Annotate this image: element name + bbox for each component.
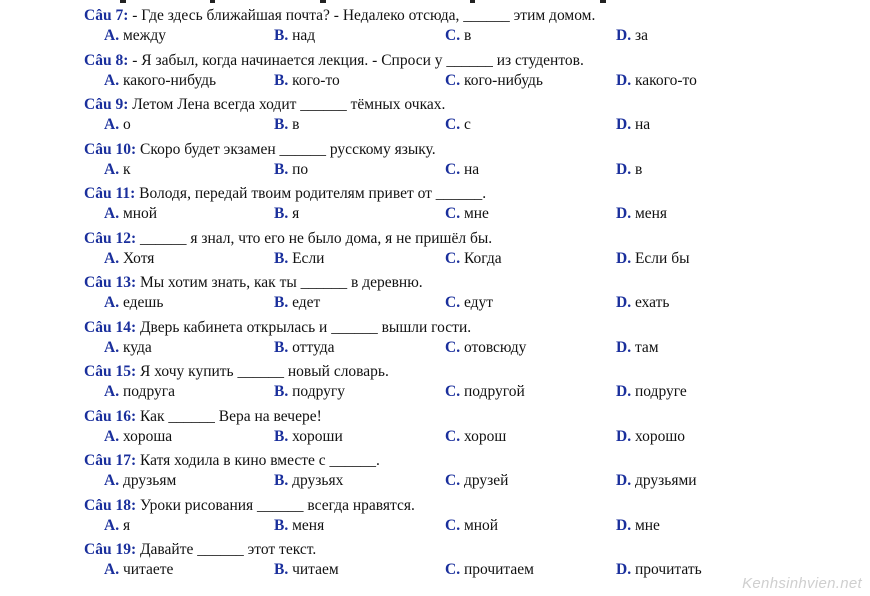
option-letter: B. (274, 71, 289, 89)
option-letter: A. (104, 249, 120, 267)
answer-option[interactable] (104, 517, 130, 535)
answer-option[interactable] (445, 116, 471, 134)
answer-option[interactable] (274, 72, 340, 90)
answer-option[interactable] (616, 161, 642, 179)
question-label: Câu 19: (84, 541, 137, 558)
answer-option[interactable] (104, 205, 157, 223)
option-text: на (463, 160, 480, 178)
answer-option[interactable] (445, 472, 508, 490)
option-letter: C. (445, 383, 461, 400)
answer-option[interactable] (274, 27, 315, 45)
question-line (84, 96, 445, 114)
question-line (84, 363, 389, 381)
question-text: Уроки рисования ______ всегда нравятся. (139, 496, 415, 514)
option-text: между (122, 27, 166, 44)
question-label: Câu 14: (84, 318, 137, 336)
question-label: Câu 17: (84, 452, 137, 469)
option-letter: A. (104, 294, 120, 311)
option-text: Если бы (634, 249, 690, 267)
option-letter: C. (445, 116, 461, 133)
question-line (84, 408, 322, 426)
answer-option[interactable] (445, 250, 502, 268)
answer-option[interactable] (445, 428, 506, 446)
answer-option[interactable] (616, 517, 660, 535)
option-letter: B. (274, 160, 289, 178)
answer-option[interactable] (445, 27, 471, 45)
option-text: кого-нибудь (463, 71, 543, 89)
option-letter: C. (445, 472, 461, 489)
answer-option[interactable] (445, 517, 498, 535)
question-text: Как ______ Вера на вечере! (139, 407, 322, 425)
watermark: Kenhsinhvien.net (742, 575, 862, 592)
option-letter: B. (274, 294, 289, 311)
option-text: мне (634, 516, 660, 534)
question-line (84, 52, 584, 70)
option-text: мной (463, 516, 499, 534)
option-text: хорошо (634, 427, 686, 445)
answer-option[interactable] (445, 339, 526, 357)
answer-option[interactable] (104, 250, 154, 268)
option-letter: D. (616, 561, 632, 578)
answer-option[interactable] (274, 250, 324, 268)
answer-option[interactable] (616, 561, 702, 579)
option-text: мной (122, 205, 158, 222)
option-letter: D. (616, 249, 632, 267)
option-text: ехать (634, 294, 670, 311)
question-text: ______ я знал, что его не было дома, я не пришёл бы. (139, 229, 493, 247)
option-letter: B. (274, 472, 289, 489)
option-letter: C. (445, 427, 461, 445)
option-text: с (463, 116, 471, 133)
answer-option[interactable] (274, 383, 345, 401)
option-text: едет (292, 294, 321, 311)
option-letter: C. (445, 338, 461, 356)
option-text: я (122, 516, 131, 534)
question-label: Câu 8: (84, 51, 129, 69)
answer-option[interactable] (445, 561, 534, 579)
option-letter: D. (616, 294, 632, 311)
option-letter: A. (104, 427, 120, 445)
option-text: отовсюду (463, 338, 527, 356)
option-letter: A. (104, 27, 120, 44)
question-line (84, 7, 595, 25)
option-letter: C. (445, 27, 461, 44)
answer-option[interactable] (616, 27, 648, 45)
option-text: читаем (292, 561, 339, 578)
option-text: меня (292, 516, 325, 534)
answer-option[interactable] (104, 72, 216, 90)
option-letter: C. (445, 71, 461, 89)
option-letter: D. (616, 472, 632, 489)
option-text: по (292, 160, 309, 178)
option-letter: B. (274, 516, 289, 534)
question-label: Câu 10: (84, 140, 137, 158)
option-text: читаете (122, 561, 174, 578)
option-text: куда (122, 338, 152, 356)
option-text: Когда (463, 249, 502, 267)
option-text: о (122, 116, 131, 133)
option-letter: D. (616, 160, 632, 178)
option-letter: D. (616, 427, 632, 445)
answer-option[interactable] (104, 561, 173, 579)
option-text: подругу (292, 383, 345, 400)
option-text: на (634, 116, 651, 133)
question-label: Câu 12: (84, 229, 137, 247)
answer-option[interactable] (274, 339, 335, 357)
option-letter: B. (274, 561, 289, 578)
answer-option[interactable] (616, 472, 697, 490)
question-text: Мы хотим знать, как ты ______ в деревню. (139, 274, 423, 291)
option-letter: B. (274, 338, 289, 356)
option-text: хороши (292, 427, 343, 445)
option-letter: B. (274, 27, 289, 44)
option-text: прочитать (634, 561, 702, 578)
answer-option[interactable] (274, 561, 339, 579)
question-line (84, 319, 471, 337)
option-text: мне (463, 205, 489, 222)
question-line (84, 230, 492, 248)
answer-option[interactable] (445, 205, 489, 223)
question-text: Дверь кабинета открылась и ______ вышли гости. (139, 318, 472, 336)
answer-option[interactable] (104, 339, 152, 357)
option-text: Если (292, 249, 325, 267)
cut-off-previous-line (0, 0, 870, 3)
option-letter: C. (445, 160, 461, 178)
option-letter: D. (616, 27, 632, 44)
option-text: в (634, 160, 643, 178)
option-letter: D. (616, 116, 632, 133)
question-label: Câu 11: (84, 185, 136, 202)
question-label: Câu 15: (84, 363, 137, 380)
question-text: Я хочу купить ______ новый словарь. (139, 363, 389, 380)
answer-option[interactable] (274, 294, 320, 312)
option-letter: C. (445, 294, 461, 311)
option-text: едешь (122, 294, 164, 311)
option-text: над (292, 27, 316, 44)
option-text: оттуда (292, 338, 335, 356)
option-text: друзьях (292, 472, 344, 489)
answer-option[interactable] (616, 339, 659, 357)
answer-option[interactable] (104, 294, 163, 312)
answer-option[interactable] (616, 205, 667, 223)
option-letter: C. (445, 516, 461, 534)
answer-option[interactable] (104, 161, 130, 179)
option-letter: A. (104, 561, 120, 578)
option-letter: A. (104, 116, 120, 133)
answer-option[interactable] (445, 383, 525, 401)
answer-option[interactable] (274, 428, 343, 446)
option-text: друзей (463, 472, 509, 489)
option-text: прочитаем (463, 561, 534, 578)
option-letter: A. (104, 160, 120, 178)
answer-option[interactable] (445, 72, 543, 90)
question-label: Câu 13: (84, 274, 137, 291)
option-letter: A. (104, 383, 120, 400)
question-line (84, 497, 415, 515)
option-text: Хотя (122, 249, 155, 267)
answer-option[interactable] (274, 116, 299, 134)
option-text: кого-то (292, 71, 340, 89)
answer-option[interactable] (104, 383, 175, 401)
answer-option[interactable] (616, 250, 690, 268)
answer-option[interactable] (274, 517, 324, 535)
option-letter: A. (104, 472, 120, 489)
option-letter: D. (616, 205, 632, 222)
option-text: какого-нибудь (122, 71, 217, 89)
question-label: Câu 18: (84, 496, 137, 514)
answer-option[interactable] (616, 116, 650, 134)
option-text: подруге (634, 383, 687, 400)
option-letter: B. (274, 427, 289, 445)
option-letter: D. (616, 338, 632, 356)
option-letter: B. (274, 205, 289, 222)
answer-option[interactable] (104, 428, 172, 446)
question-label: Câu 7: (84, 7, 129, 24)
question-line (84, 141, 436, 159)
option-text: друзьями (634, 472, 697, 489)
answer-option[interactable] (104, 27, 166, 45)
option-text: едут (463, 294, 494, 311)
option-text: за (634, 27, 648, 44)
option-text: к (122, 160, 131, 178)
option-letter: B. (274, 116, 289, 133)
question-label: Câu 9: (84, 96, 129, 113)
option-text: там (634, 338, 659, 356)
option-text: в (463, 27, 472, 44)
option-text: меня (634, 205, 668, 222)
answer-option[interactable] (274, 472, 343, 490)
option-letter: D. (616, 516, 632, 534)
question-text: Летом Лена всегда ходит ______ тёмных очках. (132, 96, 446, 113)
option-text: в (292, 116, 300, 133)
question-text: Скоро будет экзамен ______ русскому языку. (139, 140, 436, 158)
answer-option[interactable] (616, 294, 670, 312)
option-letter: A. (104, 205, 120, 222)
option-letter: A. (104, 516, 120, 534)
option-letter: A. (104, 338, 120, 356)
option-letter: D. (616, 71, 632, 89)
answer-option[interactable] (104, 472, 176, 490)
question-text: Володя, передай твоим родителям привет от ______. (139, 185, 487, 202)
option-letter: D. (616, 383, 632, 400)
option-text: друзьям (122, 472, 177, 489)
question-label: Câu 16: (84, 407, 137, 425)
option-letter: B. (274, 383, 289, 400)
question-line (84, 274, 423, 292)
option-letter: C. (445, 205, 461, 222)
answer-option[interactable] (274, 205, 299, 223)
question-line (84, 185, 486, 203)
option-text: я (292, 205, 300, 222)
answer-option[interactable] (104, 116, 131, 134)
question-text: - Где здесь ближайшая почта? - Недалеко отсюда, ______ этим домом. (132, 7, 596, 24)
option-text: хорош (463, 427, 507, 445)
answer-option[interactable] (616, 428, 685, 446)
option-letter: C. (445, 561, 461, 578)
answer-option[interactable] (445, 161, 479, 179)
option-letter: A. (104, 71, 120, 89)
question-text: Катя ходила в кино вместе с ______. (139, 452, 380, 469)
answer-option[interactable] (274, 161, 308, 179)
option-text: какого-то (634, 71, 697, 89)
option-letter: C. (445, 249, 461, 267)
option-text: подруга (122, 383, 175, 400)
option-text: хороша (122, 427, 173, 445)
question-line (84, 452, 380, 470)
question-text: Давайте ______ этот текст. (139, 541, 317, 558)
option-letter: B. (274, 249, 289, 267)
answer-option[interactable] (616, 383, 687, 401)
answer-option[interactable] (445, 294, 493, 312)
option-text: подругой (463, 383, 525, 400)
question-line (84, 541, 316, 559)
question-text: - Я забыл, когда начинается лекция. - Спроси у ______ из студентов. (132, 51, 584, 69)
answer-option[interactable] (616, 72, 697, 90)
